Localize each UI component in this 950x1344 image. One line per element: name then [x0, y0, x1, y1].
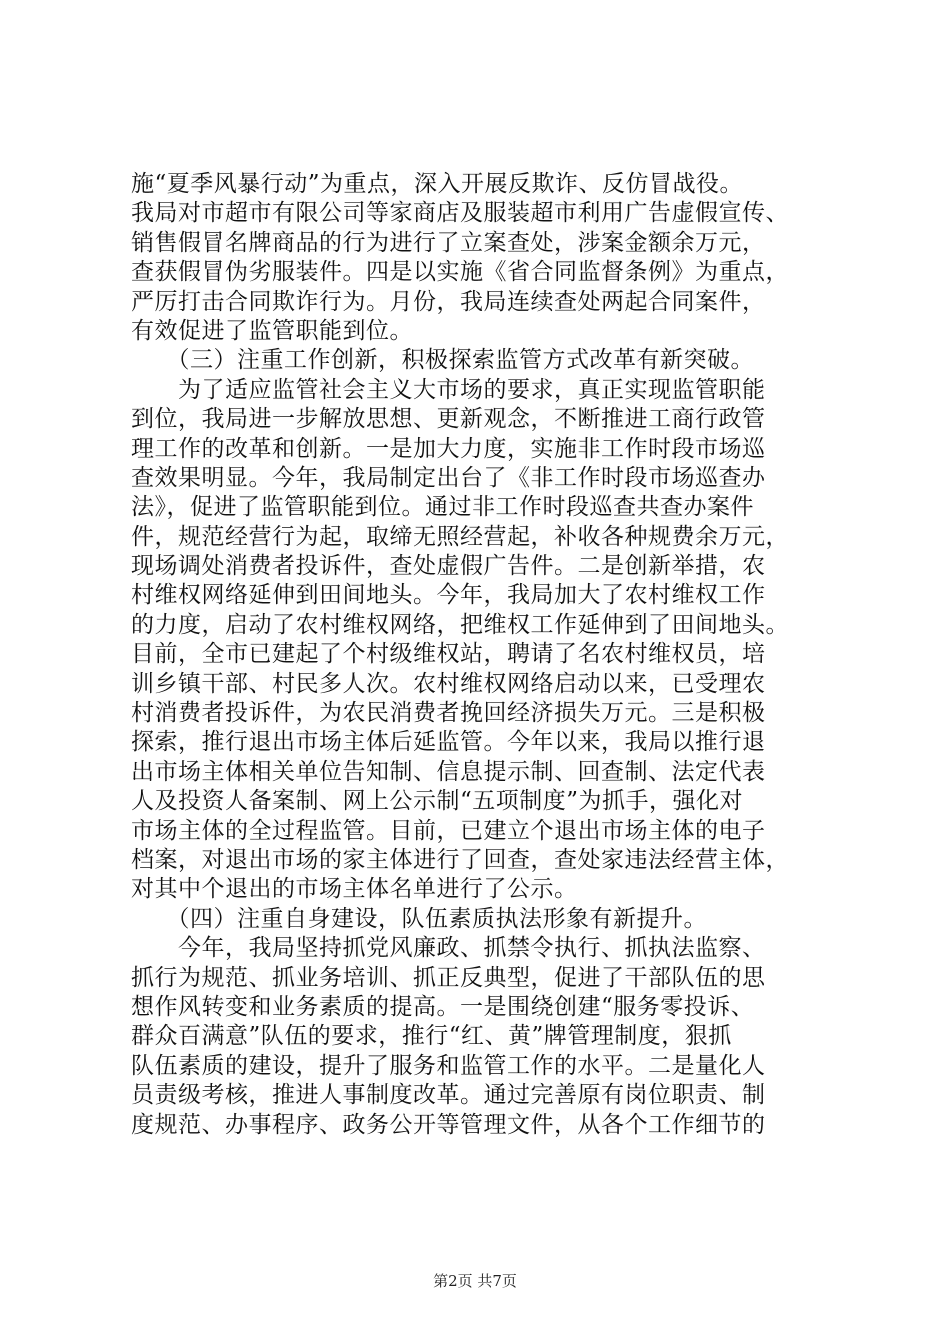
text-line: 档案，对退出市场的家主体进行了回查，查处家违法经营主体，	[131, 846, 789, 873]
text-line: 目前，全市已建起了个村级维权站，聘请了名农村维权员，培	[131, 641, 766, 668]
text-line: 人及投资人备案制、网上公示制“五项制度”为抓手，强化对	[131, 788, 744, 815]
page-number-footer: 第2页 共7页	[433, 1272, 517, 1290]
text-line: 探索，推行退出市场主体后延监管。今年以来，我局以推行退	[131, 729, 766, 756]
text-line: 村消费者投诉件，为农民消费者挽回经济损失万元。三是积极	[131, 700, 766, 727]
text-line: 为了适应监管社会主义大市场的要求，真正实现监管职能	[131, 376, 766, 403]
text-line: 出市场主体相关单位告知制、信息提示制、回查制、法定代表	[131, 758, 766, 785]
text-line: 村维权网络延伸到田间地头。今年，我局加大了农村维权工作	[131, 582, 766, 609]
text-line: 训乡镇干部、村民多人次。农村维权网络启动以来，已受理农	[131, 670, 766, 697]
text-line: 抓行为规范、抓业务培训、抓正反典型，促进了干部队伍的思	[131, 964, 766, 991]
text-line: 查效果明显。今年，我局制定出台了《非工作时段市场巡查办	[131, 464, 766, 491]
section-heading: （四）注重自身建设，队伍素质执法形象有新提升。	[131, 905, 707, 932]
text-line: 销售假冒名牌商品的行为进行了立案查处，涉案金额余万元，	[131, 229, 766, 256]
text-line: 有效促进了监管职能到位。	[131, 317, 413, 344]
text-line: 市场主体的全过程监管。目前，已建立个退出市场主体的电子	[131, 817, 766, 844]
text-line: 对其中个退出的市场主体名单进行了公示。	[131, 876, 578, 903]
text-line: 今年，我局坚持抓党风廉政、抓禁令执行、抓执法监察、	[131, 935, 766, 962]
text-line: 查获假冒伪劣服装件。四是以实施《省合同监督条例》为重点，	[131, 259, 789, 286]
text-line: 件，规范经营行为起，取缔无照经营起，补收各种规费余万元，	[131, 523, 789, 550]
text-line: 现场调处消费者投诉件，查处虚假广告件。二是创新举措，农	[131, 553, 766, 580]
document-body	[131, 170, 831, 1140]
text-line: 度规范、办事程序、政务公开等管理文件，从各个工作细节的	[131, 1111, 766, 1138]
text-line: 到位，我局进一步解放思想、更新观念，不断推进工商行政管	[131, 406, 766, 433]
text-line: 想作风转变和业务素质的提高。一是围绕创建“服务零投诉、	[131, 993, 755, 1020]
text-line: 群众百满意”队伍的要求，推行“红、黄”牌管理制度，狠抓	[131, 1023, 732, 1050]
section-heading: （三）注重工作创新，积极探索监管方式改革有新突破。	[131, 347, 754, 374]
text-line: 严厉打击合同欺诈行为。月份，我局连续查处两起合同案件，	[131, 288, 766, 315]
text-line: 队伍素质的建设，提升了服务和监管工作的水平。二是量化人	[131, 1052, 766, 1079]
text-line: 理工作的改革和创新。一是加大力度，实施非工作时段市场巡	[131, 435, 766, 462]
text-line: 施“夏季风暴行动”为重点，深入开展反欺诈、反仿冒战役。	[131, 171, 744, 197]
text-line: 我局对市超市有限公司等家商店及服装超市利用广告虚假宣传、	[131, 200, 789, 227]
text-line: 员责级考核，推进人事制度改革。通过完善原有岗位职责、制	[131, 1082, 766, 1109]
text-line: 的力度，启动了农村维权网络，把维权工作延伸到了田间地头。	[131, 611, 789, 638]
text-line: 法》，促进了监管职能到位。通过非工作时段巡查共查办案件	[131, 494, 754, 521]
